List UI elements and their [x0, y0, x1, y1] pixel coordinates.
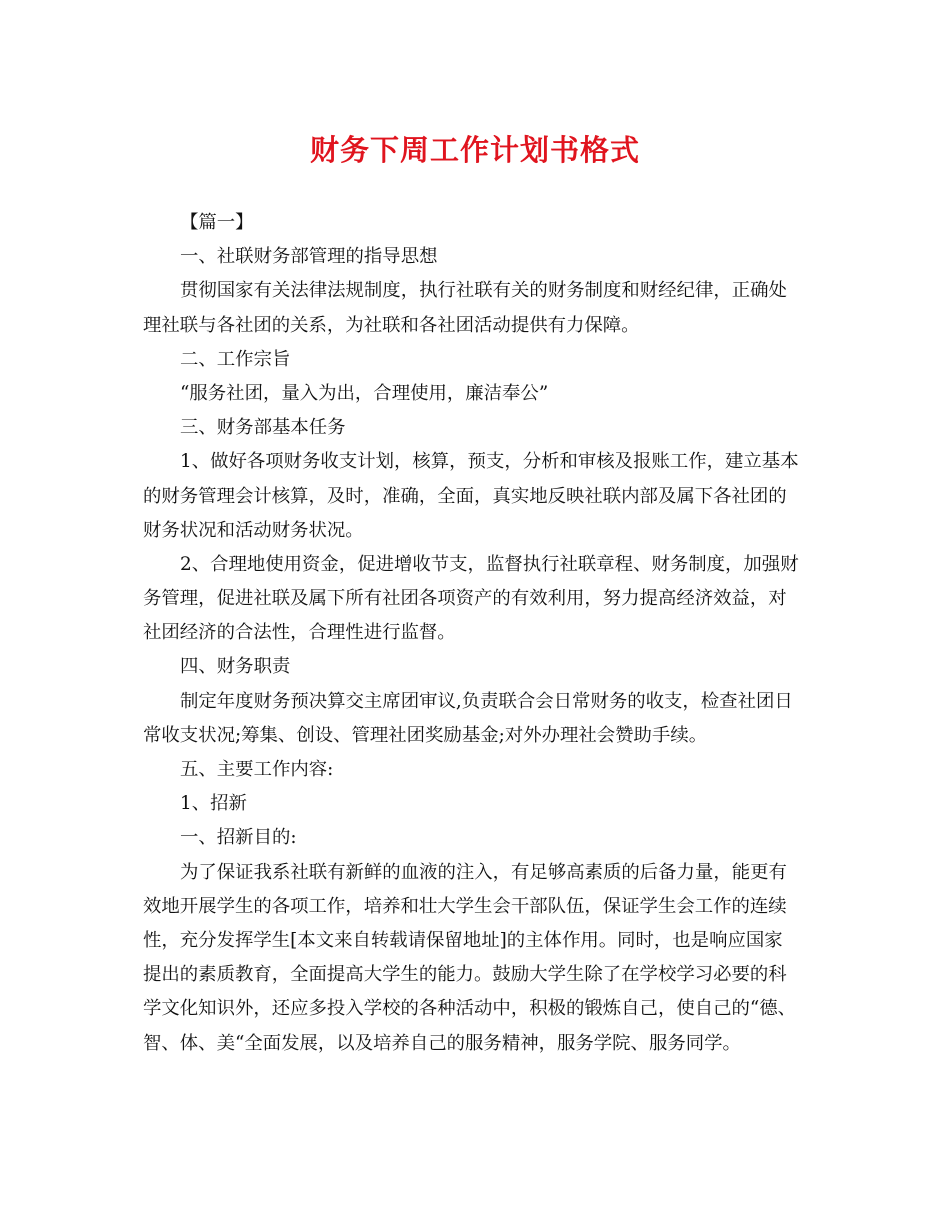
section-marker: 【篇一】 [180, 212, 254, 233]
paragraph-line: 制定年度财务预决算交主席团审议,负责联合会日常财务的收支，检查社团日 [180, 690, 793, 712]
paragraph-line: 常收支状况;筹集、创设、管理社团奖励基金;对外办理社会赞助手续。 [143, 724, 708, 746]
paragraph-line: 为了保证我系社联有新鲜的血液的注入，有足够高素质的后备力量，能更有 [180, 861, 787, 883]
document-title: 财务下周工作计划书格式 [309, 133, 640, 167]
paragraph-line: 效地开展学生的各项工作，培养和壮大学生会干部队伍，保证学生会工作的连续 [143, 895, 787, 917]
paragraph-line: 智、体、美“全面发展，以及培养自己的服务精神，服务学院、服务同学。 [143, 1032, 741, 1054]
heading-recruitment-purpose: 一、招新目的: [180, 827, 297, 849]
paragraph-line: 财务状况和活动财务状况。 [143, 519, 364, 541]
heading-basic-tasks: 三、财务部基本任务 [180, 417, 346, 439]
paragraph-line: 理社联与各社团的关系，为社联和各社团活动提供有力保障。 [143, 314, 640, 336]
document-body [143, 206, 811, 1061]
heading-recruitment: 1、招新 [180, 793, 247, 815]
heading-main-work: 五、主要工作内容: [180, 759, 334, 780]
paragraph-line: 的财务管理会计核算，及时，准确，全面，真实地反映社联内部及属下各社团的 [143, 485, 787, 507]
heading-work-purpose: 二、工作宗旨 [180, 348, 291, 370]
paragraph-line: 1、做好各项财务收支计划，核算，预支，分析和审核及报账工作，建立基本 [180, 451, 799, 473]
paragraph-line: 社团经济的合法性，合理性进行监督。 [143, 622, 456, 644]
paragraph-line: 提出的素质教育，全面提高大学生的能力。鼓励大学生除了在学校学习必要的科 [143, 964, 787, 986]
paragraph-line: 性，充分发挥学生[本文来自转载请保留地址]的主体作用。同时，也是响应国家 [143, 929, 783, 951]
paragraph-line: 务管理，促进社联及属下所有社团各项资产的有效利用，努力提高经济效益，对 [143, 588, 787, 610]
paragraph-line: 2、合理地使用资金，促进增收节支，监督执行社联章程、财务制度，加强财 [180, 553, 799, 575]
paragraph-line: 贯彻国家有关法律法规制度，执行社联有关的财务制度和财经纪律，正确处 [180, 280, 787, 302]
heading-responsibilities: 四、财务职责 [180, 656, 291, 678]
paragraph-line: “服务社团，量入为出，合理使用，廉洁奉公” [180, 382, 549, 404]
paragraph-line: 学文化知识外，还应多投入学校的各种活动中，积极的锻炼自己，使自己的“德、 [143, 998, 797, 1020]
heading-guiding-thought: 一、社联财务部管理的指导思想 [180, 246, 438, 268]
